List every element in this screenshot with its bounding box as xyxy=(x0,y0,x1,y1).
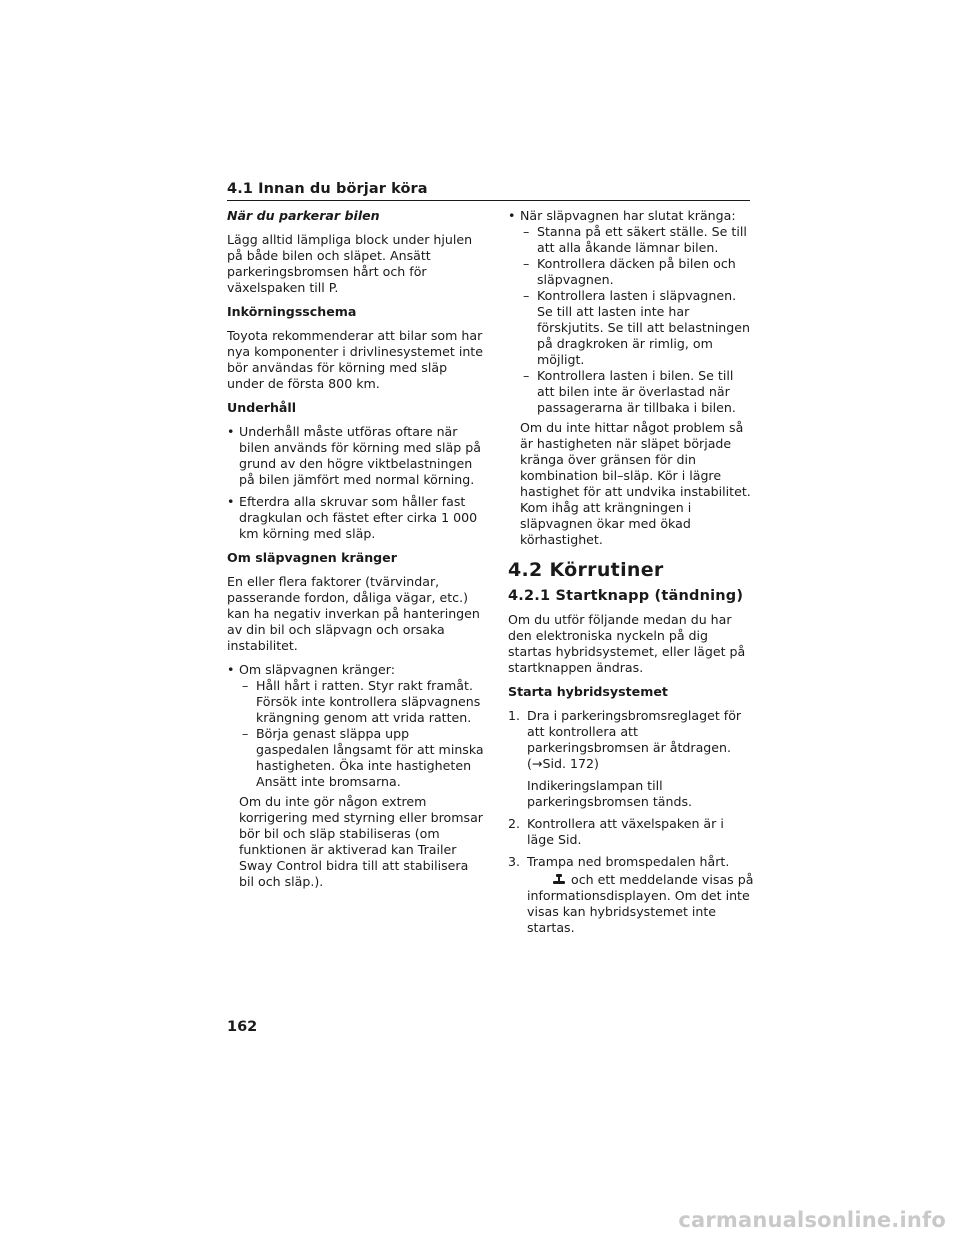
step-item xyxy=(508,708,754,772)
step-note-text: och ett meddelande visas på informationsdisplayen. Om det inte visas kan hybridsystemet inte startas. xyxy=(527,872,754,935)
step-text: Kontrollera att växelspaken är i läge Sid. xyxy=(527,816,724,847)
step-number: 1. xyxy=(508,708,521,723)
intro-text: Om du utför följande medan du har den elektroniska nyckeln på dig startas hybridsystemet, eller läget på startknappen ändras. xyxy=(508,612,746,675)
maintenance-heading: Underhåll xyxy=(227,400,297,415)
brake-pedal-icon xyxy=(551,873,567,885)
sway-note: Om du inte gör någon extrem korrigering med styrning eller bromsar bör bil och släp stabiliseras (om funktionen är aktiverad kan Trailer Sway Control bidra till att stabilisera bil och släp.). xyxy=(239,794,483,889)
right-column xyxy=(508,208,754,942)
sway-text: En eller flera faktorer (tvärvindar, passerande fordon, dåliga vägar, etc.) kan ha negativ inverkan på hanteringen av din bil och släpvagn och orsaka instabilitet. xyxy=(227,574,480,653)
page-number: 162 xyxy=(227,1019,258,1035)
stop-dash: – Kontrollera lasten i släpvagnen. Se till att lasten inte har förskjutits. Se till att belastningen på dragkroken är rimlig, om möjligt. xyxy=(508,288,754,368)
maintenance-bullet: • Underhåll måste utföras oftare när bilen används för körning med släp på grund av den högre viktbelastningen på bilen jämfört med normal körning. xyxy=(227,424,485,488)
stop-note: Om du inte hittar något problem så är hastigheten när släpet började kränga över gränsen för din kombination bil–släp. Kör i lägre hastighet för att undvika instabilitet. Kom ihåg att krängningen i släpvagnen ökar med ökad körhastighet. xyxy=(520,420,751,547)
step-note xyxy=(508,872,754,936)
step-text: Dra i parkeringsbromsreglaget för att kontrollera att parkeringsbromsen är åtdragen. (→Sid. 172) xyxy=(527,708,742,771)
watermark: carmanualsonline.info xyxy=(678,1208,946,1232)
step-item xyxy=(508,816,754,848)
stop-dash: – Stanna på ett säkert ställe. Se till att alla åkande lämnar bilen. xyxy=(508,224,754,256)
sway-bullet: • Om släpvagnen kränger: xyxy=(227,662,485,678)
step-item xyxy=(508,854,754,870)
section-title: 4.2 Körrutiner xyxy=(508,559,664,581)
stop-bullet: • När släpvagnen har slutat kränga: xyxy=(508,208,754,224)
breakin-heading: Inkörningsschema xyxy=(227,304,357,319)
start-heading: Starta hybridsystemet xyxy=(508,684,668,699)
parking-heading: När du parkerar bilen xyxy=(227,208,380,223)
step-note: Indikeringslampan till parkeringsbromsen tänds. xyxy=(527,778,693,809)
stop-dash: – Kontrollera däcken på bilen och släpvagnen. xyxy=(508,256,754,288)
sway-dash: – Håll hårt i ratten. Styr rakt framåt. Försök inte kontrollera släpvagnens krängning genom att vrida ratten. xyxy=(227,678,485,726)
breakin-text: Toyota rekommenderar att bilar som har nya komponenter i drivlinesystemet inte bör användas för körning med släp under de första 800 km. xyxy=(227,328,483,391)
header-title: 4.1 Innan du börjar köra xyxy=(227,181,428,197)
step-text: Trampa ned bromspedalen hårt. xyxy=(527,854,730,869)
step-number: 2. xyxy=(508,816,521,831)
sway-heading: Om släpvagnen kränger xyxy=(227,550,397,565)
step-number: 3. xyxy=(508,854,521,869)
parking-text: Lägg alltid lämpliga block under hjulen på både bilen och släpet. Ansätt parkeringsbromsen hårt och för växelspaken till P. xyxy=(227,232,473,295)
sway-dash: – Börja genast släppa upp gaspedalen långsamt för att minska hastigheten. Öka inte hastigheten Ansätt inte bromsarna. xyxy=(227,726,485,790)
subsection-title: 4.2.1 Startknapp (tändning) xyxy=(508,588,744,604)
left-column xyxy=(227,208,485,898)
section-header xyxy=(227,178,750,201)
stop-dash: – Kontrollera lasten i bilen. Se till att bilen inte är överlastad när passagerarna är tillbaka i bilen. xyxy=(508,368,754,416)
maintenance-bullet: • Efterdra alla skruvar som håller fast dragkulan och fästet efter cirka 1 000 km körning med släp. xyxy=(227,494,485,542)
